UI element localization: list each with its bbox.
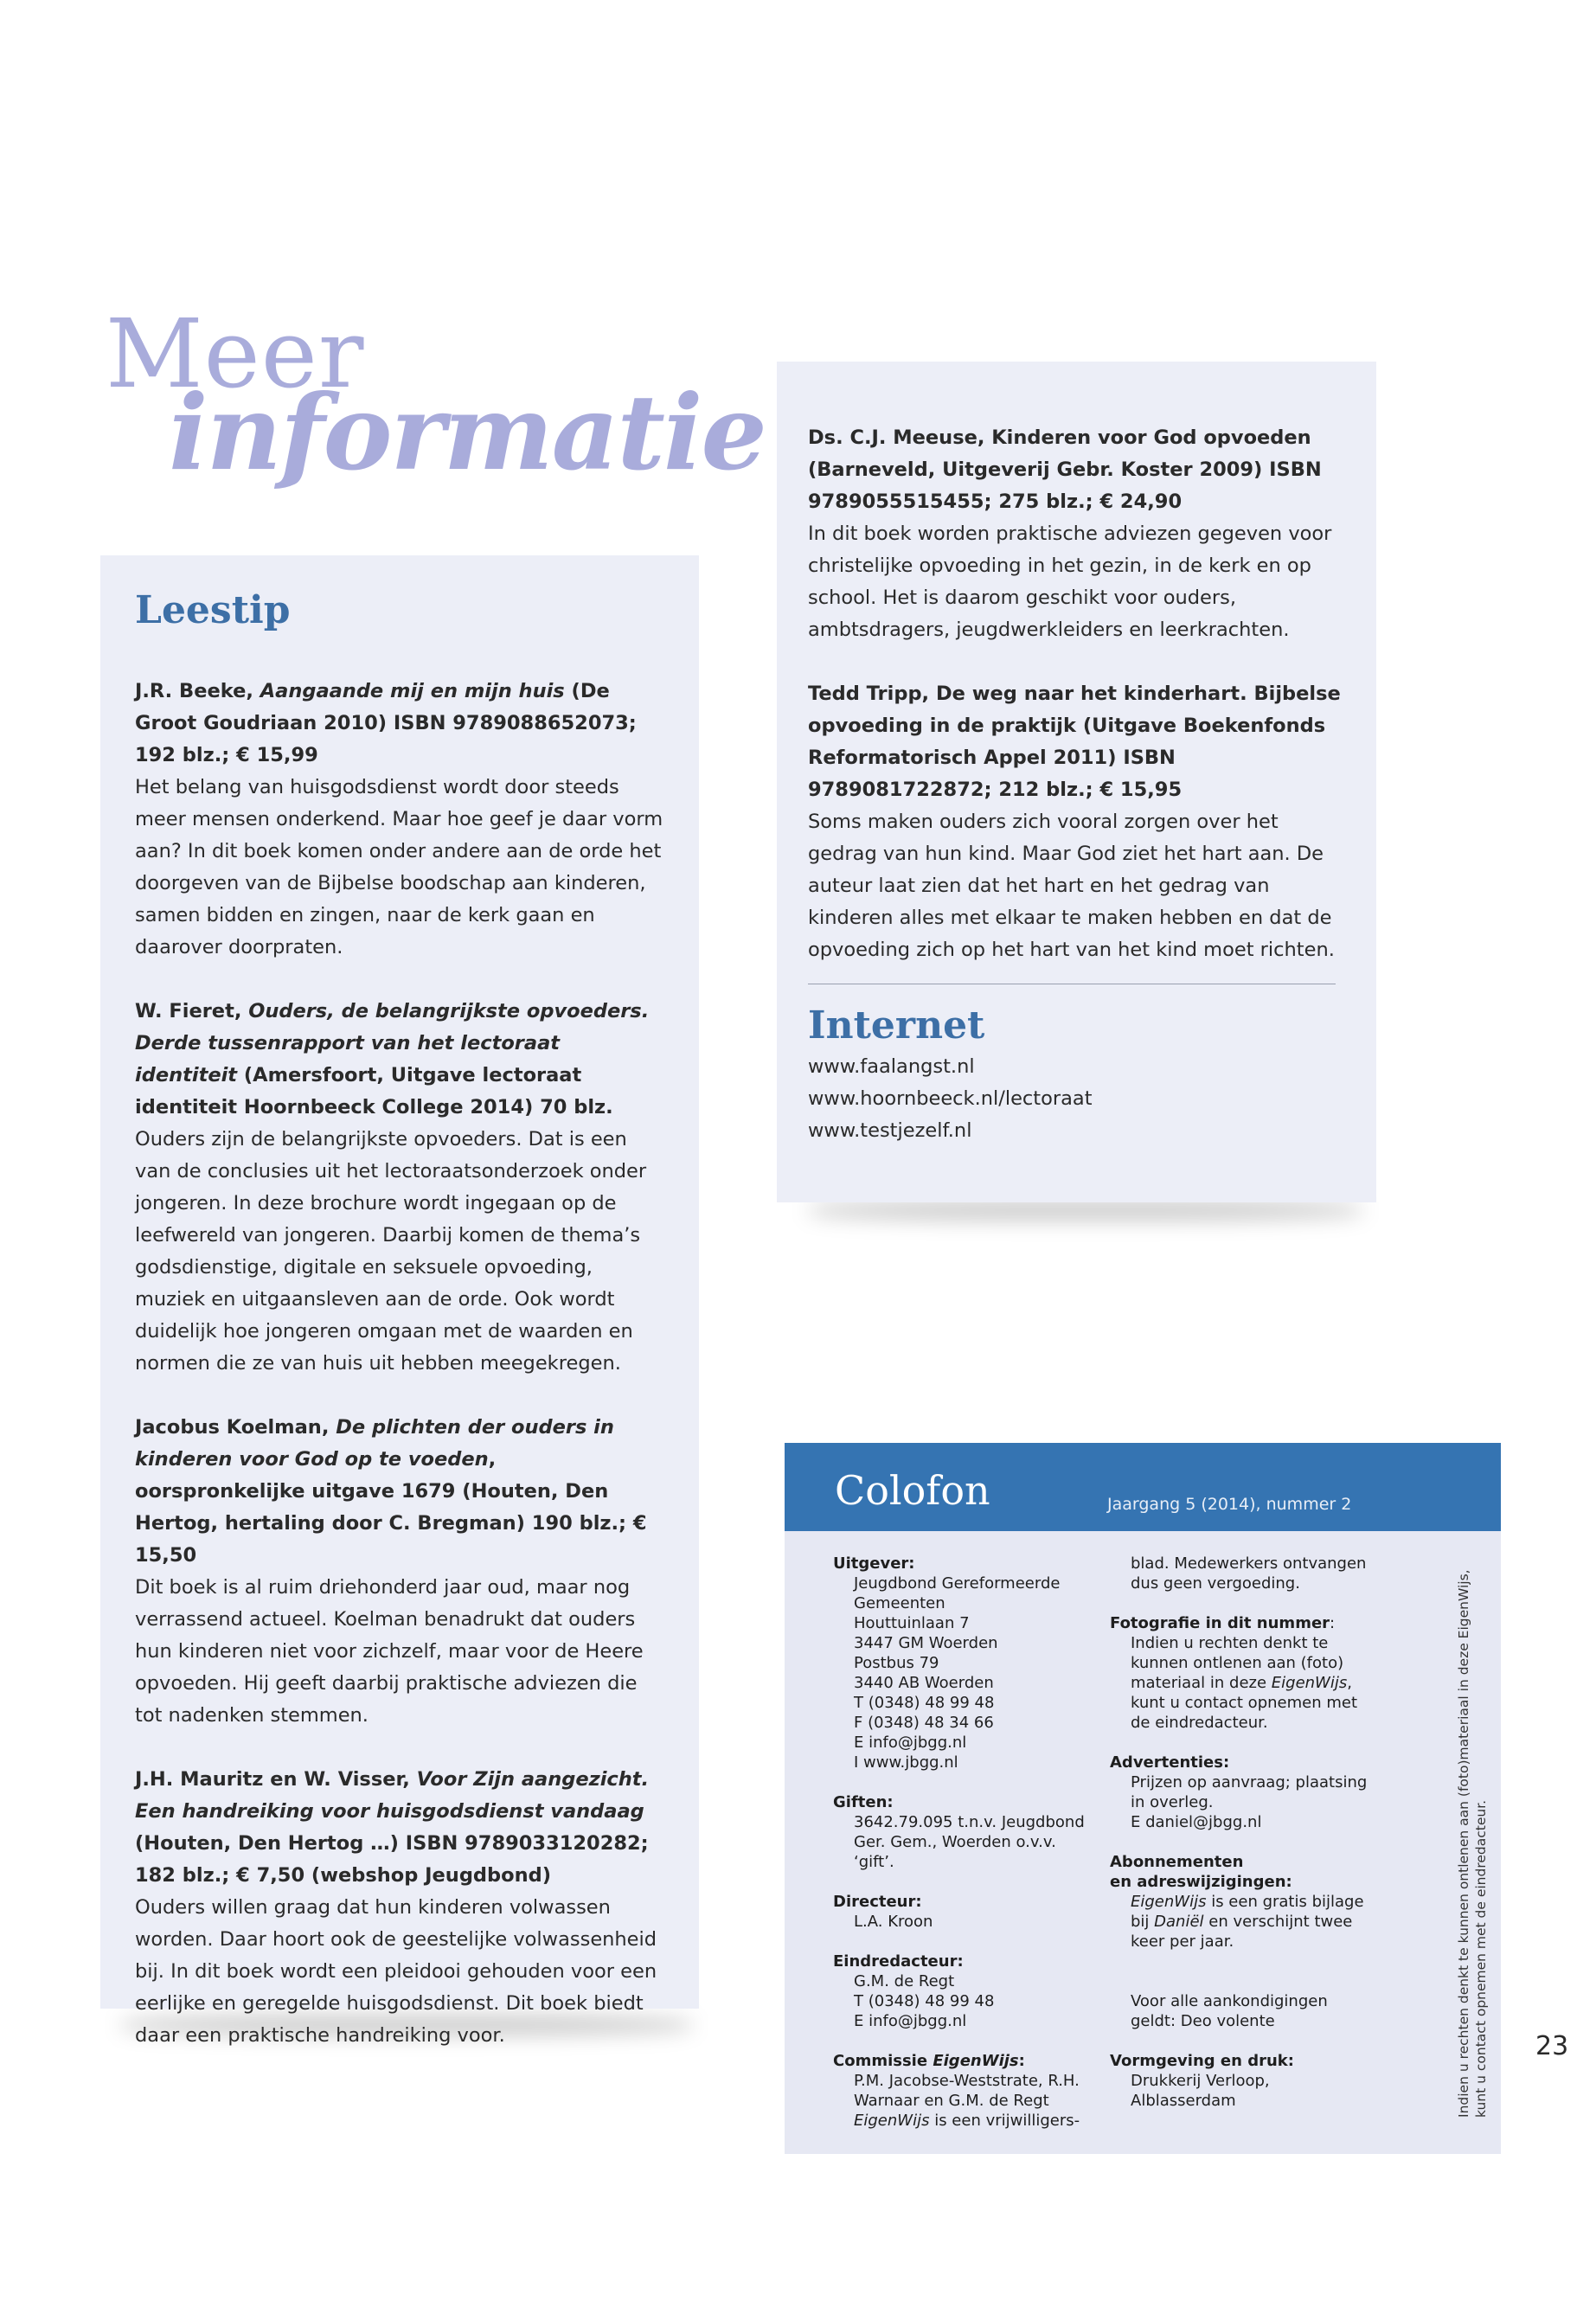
- book-heading: [135, 1764, 664, 1892]
- abon-daniel: Daniël: [1154, 1913, 1204, 1931]
- book-heading: [808, 422, 1350, 518]
- colofon-column-1: [833, 1554, 1093, 2131]
- uitgever-line: Gemeenten: [854, 1594, 945, 1612]
- eindredacteur-line: E info@jbgg.nl: [854, 2012, 967, 2030]
- book-heading-text: Tedd Tripp, De weg naar het kinderhart. Bijbelse opvoeding in de praktijk (Uitgave Boekenfonds Reformatorisch Appel 2011) ISBN 9789081722872; 212 blz.; € 15,95: [808, 683, 1341, 801]
- link-hoornbeeck[interactable]: www.hoornbeeck.nl/lectoraat: [808, 1087, 1093, 1110]
- foto-label-text: Fotografie in dit nummer: [1110, 1614, 1330, 1632]
- abon-text: en verschijnt twee: [1203, 1913, 1353, 1931]
- directeur-line: L.A. Kroon: [854, 1913, 933, 1931]
- book-description: Ouders willen graag dat hun kinderen volwassen worden. Daar hoort ook de geestelijke volwassenheid bij. In dit boek wordt een pleidooi gehouden voor een eerlijke en geregelde huisgodsdienst. Dit boek biedt daar een praktische handreiking voor.: [135, 1896, 657, 2047]
- advertenties-email: E daniel@jbgg.nl: [1131, 1813, 1262, 1831]
- book-author: J.R. Beeke,: [135, 680, 260, 702]
- eindredacteur-label: Eindredacteur:: [833, 1952, 964, 1971]
- book-details: (Houten, Den Hertog …) ISBN 9789033120282; 182 blz.; € 7,50 (webshop Jeugdbond): [135, 1832, 649, 1887]
- book-author: W. Fieret,: [135, 1000, 249, 1022]
- vormgeving-label: Vormgeving en druk:: [1110, 2052, 1294, 2070]
- uitgever-line: Postbus 79: [854, 1654, 939, 1672]
- book-entry-mauritz: [135, 1764, 664, 2052]
- book-heading: [135, 996, 664, 1124]
- book-title: Voor Zijn aangezicht. Een handreiking voor huisgodsdienst vandaag: [135, 1768, 650, 1823]
- volunteer-line: dus geen vergoeding.: [1131, 1574, 1300, 1593]
- book-description: Het belang van huisgodsdienst wordt door steeds meer mensen onderkend. Maar hoe geef je daar vorm aan? In dit boek komen onder andere aan de orde het doorgeven van de Bijbelse boodschap aan kinderen, samen bidden en zingen, naar de kerk gaan en daarover doorpraten.: [135, 776, 663, 958]
- uitgever-line: F (0348) 48 34 66: [854, 1714, 994, 1732]
- vertical-text: Indien u rechten denkt te kunnen ontlenen aan (foto)materiaal in deze: [1456, 1638, 1471, 2118]
- uitgever-line: 3440 AB Woerden: [854, 1674, 994, 1692]
- colofon-edition: Jaargang 5 (2014), nummer 2: [1107, 1495, 1352, 1514]
- advertenties-line: Prijzen op aanvraag; plaatsing: [1131, 1773, 1368, 1791]
- abon-text: bij: [1131, 1913, 1155, 1931]
- commissie-magazine: EigenWijs: [854, 2112, 930, 2130]
- right-card: [777, 362, 1376, 1202]
- foto-magazine: EigenWijs: [1271, 1674, 1348, 1692]
- book-description: In dit boek worden praktische adviezen gegeven voor christelijke opvoeding in het gezin, in de kerk en op school. Het is daarom geschikt voor ouders, ambtsdragers, jeugdwerkleiders en leerkrachten.: [808, 522, 1332, 641]
- commissie-label: [833, 2051, 1093, 2071]
- link-faalangst[interactable]: www.faalangst.nl: [808, 1055, 975, 1078]
- book-entry-tripp: [808, 678, 1350, 966]
- book-heading: [135, 1412, 664, 1572]
- book-author: J.H. Mauritz en W. Visser,: [135, 1768, 417, 1791]
- abonnementen-line: keer per jaar.: [1131, 1932, 1234, 1951]
- commissie-text: is een vrijwilligers-: [929, 2112, 1080, 2130]
- advertenties-label: Advertenties:: [1110, 1753, 1230, 1772]
- book-details: (Amersfoort, Uitgave lectoraat identiteit Hoornbeeck College 2014) 70 blz.: [135, 1064, 613, 1118]
- abonnementen-label: Abonnementen: [1110, 1853, 1244, 1871]
- book-heading: [135, 676, 664, 772]
- volunteer-line: blad. Medewerkers ontvangen: [1131, 1554, 1367, 1573]
- uitgever-website: I www.jbgg.nl: [854, 1753, 958, 1772]
- uitgever-line: 3447 GM Woerden: [854, 1634, 998, 1652]
- commissie-line: P.M. Jacobse-Weststrate, R.H.: [854, 2072, 1080, 2090]
- colofon-title: Colofon: [835, 1467, 990, 1514]
- colofon-box: [785, 1443, 1501, 2154]
- book-heading-text: Ds. C.J. Meeuse, Kinderen voor God opvoeden (Barneveld, Uitgeverij Gebr. Koster 2009) ISBN 9789055515455; 275 blz.; € 24,90: [808, 426, 1322, 513]
- commissie-label-colon: :: [1018, 2052, 1025, 2070]
- commissie-line: [833, 2111, 1093, 2131]
- vertical-text-end: , kunt u contact opnemen met de eindredacteur.: [1456, 1569, 1489, 2118]
- link-testjezelf[interactable]: www.testjezelf.nl: [808, 1119, 972, 1142]
- foto-line: de eindredacteur.: [1131, 1714, 1268, 1732]
- book-details: (De Groot Goudriaan 2010) ISBN 9789088652073; 192 blz.; € 15,99: [135, 680, 637, 766]
- book-entry-beeke: [135, 676, 664, 964]
- aankondiging-line: geldt: Deo volente: [1131, 2012, 1275, 2030]
- uitgever-label: Uitgever:: [833, 1554, 915, 1573]
- vertical-copyright-note: [1455, 1564, 1490, 2118]
- book-heading: [808, 678, 1350, 806]
- leestip-card: [100, 555, 699, 2047]
- eindredacteur-line: G.M. de Regt: [854, 1972, 955, 1990]
- heading-meer: Meer: [106, 298, 365, 409]
- adreswijzigingen-label: en adreswijzigingen:: [1110, 1873, 1292, 1891]
- uitgever-line: Jeugdbond Gereformeerde: [854, 1574, 1061, 1593]
- foto-line: kunt u contact opnemen met: [1131, 1694, 1358, 1712]
- directeur-label: Directeur:: [833, 1893, 922, 1911]
- colofon-header: [785, 1443, 1501, 1531]
- foto-label-colon: :: [1330, 1614, 1336, 1632]
- leestip-title: Leestip: [135, 588, 291, 632]
- book-author: Jacobus Koelman,: [135, 1416, 337, 1439]
- uitgever-email: E info@jbgg.nl: [854, 1734, 967, 1752]
- uitgever-line: T (0348) 48 99 48: [854, 1694, 995, 1712]
- book-entry-koelman: [135, 1412, 664, 1732]
- book-description: Dit boek is al ruim driehonderd jaar oud, maar nog verrassend actueel. Koelman benadrukt dat ouders hun kinderen niet voor zichzelf, maar voor de Heere opvoeden. Hij geeft daarbij praktische adviezen die tot nadenken stemmen.: [135, 1576, 644, 1727]
- page-number: 23: [1535, 2031, 1569, 2061]
- giften-line: Ger. Gem., Woerden o.v.v. ‘gift’.: [854, 1833, 1056, 1871]
- book-entry-fieret: [135, 996, 664, 1380]
- heading-informatie: informatie: [169, 372, 766, 494]
- giften-line: 3642.79.095 t.n.v. Jeugdbond: [854, 1813, 1085, 1831]
- advertenties-line: in overleg.: [1131, 1793, 1214, 1811]
- commissie-label-text: Commissie: [833, 2052, 933, 2070]
- vertical-magazine: EigenWijs: [1456, 1574, 1471, 1639]
- book-entry-meeuse: [808, 422, 1350, 646]
- foto-text: materiaal in deze: [1131, 1674, 1272, 1692]
- uitgever-line: Houttuinlaan 7: [854, 1614, 970, 1632]
- abonnementen-line: [1110, 1892, 1395, 1912]
- book-title: De plichten der ouders in kinderen voor God op te voeden: [135, 1416, 614, 1471]
- commissie-label-magazine: EigenWijs: [933, 2052, 1019, 2070]
- foto-label: [1110, 1613, 1395, 1633]
- giften-label: Giften:: [833, 1793, 894, 1811]
- book-description: Soms maken ouders zich vooral zorgen over het gedrag van hun kind. Maar God ziet het hart aan. De auteur laat zien dat het hart en het gedrag van kinderen alles met elkaar te maken hebben en dat de opvoeding zich op het hart van het kind moet richten.: [808, 811, 1335, 961]
- foto-line: [1110, 1673, 1395, 1693]
- book-title: Aangaande mij en mijn huis: [260, 680, 565, 702]
- foto-line: kunnen ontlenen aan (foto): [1131, 1654, 1344, 1672]
- vormgeving-line: Alblasserdam: [1131, 2092, 1236, 2110]
- eindredacteur-line: T (0348) 48 99 48: [854, 1992, 995, 2010]
- book-details: , oorspronkelijke uitgave 1679 (Houten, Den Hertog, hertaling door C. Bregman) 190 blz.; € 15,50: [135, 1448, 647, 1567]
- right-card-shadow: [809, 1201, 1362, 1220]
- foto-line: Indien u rechten denkt te: [1131, 1634, 1329, 1652]
- internet-title: Internet: [808, 1003, 985, 1048]
- aankondiging-line: Voor alle aankondigingen: [1131, 1992, 1328, 2010]
- foto-comma: ,: [1347, 1674, 1352, 1692]
- abon-magazine: EigenWijs: [1131, 1893, 1207, 1911]
- vormgeving-line: Drukkerij Verloop,: [1131, 2072, 1270, 2090]
- colofon-column-2: [1110, 1554, 1395, 2111]
- book-description: Ouders zijn de belangrijkste opvoeders. Dat is een van de conclusies uit het lectoraatsonderzoek onder jongeren. In deze brochure wordt ingegaan op de leefwereld van jongeren. Daarbij komen de thema’s godsdienstige, digitale en seksuele opvoeding, muziek en uitgaansleven aan de orde. Ook wordt duidelijk hoe jongeren omgaan met de waarden en normen die ze van huis uit hebben meegekregen.: [135, 1128, 647, 1375]
- abonnementen-line: [1110, 1912, 1395, 1932]
- commissie-line: Warnaar en G.M. de Regt: [854, 2092, 1049, 2110]
- book-title: Ouders, de belangrijkste opvoeders. Derde tussenrapport van het lectoraat identiteit: [135, 1000, 650, 1086]
- abon-text: is een gratis bijlage: [1206, 1893, 1364, 1911]
